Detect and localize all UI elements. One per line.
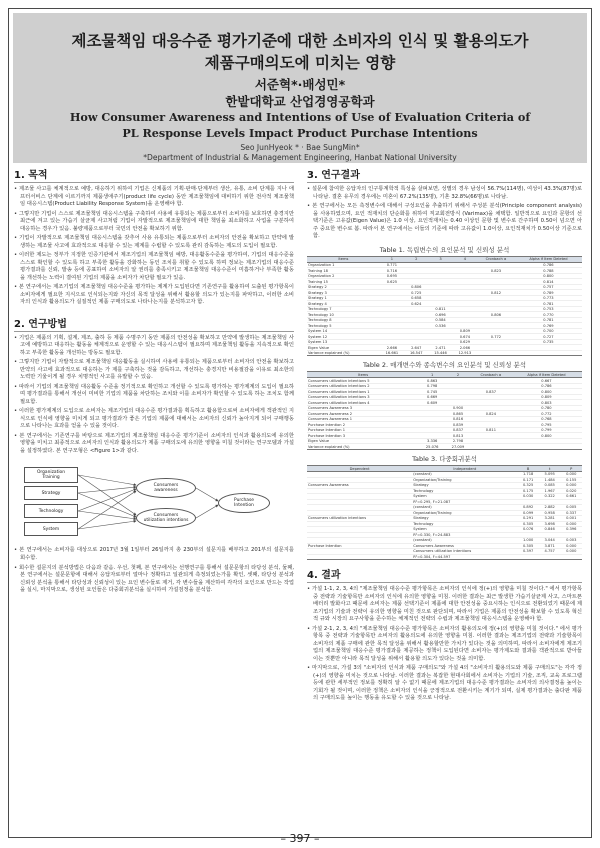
table-header-cell: Alpha if Item Deleted [511,372,582,378]
table-header-cell: Alpha if Item Deleted [515,256,582,262]
table-cell: Technology 10 [307,312,380,318]
table-cell: 0.661 [560,494,582,500]
table-cell: Technology 7 [307,306,380,312]
purpose-bullet: • 제조물 사고를 체계적으로 예방, 대응하기 위하여 기업은 신제품의 기획·판매·단계부터 생산, 유통, 소비 단계를 지나 애프터서비스 단계에 이르기까지 제품생애주기(product life cycle) 동안 제조물책임에 대비하기 위한 전사적 제조물책임 대응시스템(Product Liability Response System)을 운영해야 함. [20,186,294,209]
table-cell: 2.066 [453,345,477,351]
table-cell: 0.753 [515,306,582,312]
figure-box-technology [24,504,78,518]
table-cell: Consumers utilization intentions 3 [307,394,419,400]
table-cell: 0.536 [428,323,452,329]
table-cell: 0.291 [517,516,539,522]
table-cell: 0.772 [511,411,582,417]
table-cell: 0.813 [445,433,471,439]
table-cell: 0.000 [560,483,582,489]
table-cell: 0.155 [560,477,582,483]
table-cell: 0.806 [404,284,428,290]
title-en-line1: How Consumer Awareness and Intentions of Use of Evaluation Criteria of [69,110,531,124]
table-cell: Purchase Intention 3 [307,433,419,439]
purpose-bullet: • 이러한 제도는 정부가 지정한 인증기관에서 제조기업의 제조물책임 예방, 대응활동수준을 평가하여, 기업의 대응수준을 스스로 확인할 수 있도록 하고 부족한 활동을 강화하는 동인 조치를 취할 수 있도록 하며 정보는 제조기업의 대응수준 평가결과를 신뢰, 발송 등에 공표하여 소비자의 알 권리를 충족시키고 제조물책임 대응수준이 미흡하거나 부족한 활동을 개선하는 노력이 결여된 기업의 제품을 소비자가 차단할 필요가 있음. [20,252,294,282]
table-cell: 0.305 [517,543,539,549]
table-cell: 3.044 [539,538,561,544]
table-cell: 0.005 [560,505,582,511]
table-cell: Consumers Awareness 2 [307,411,419,417]
table-cell: 0.812 [477,290,515,296]
table-cell: 0.781 [515,317,582,323]
table-cell: Consumers Awareness [307,483,412,489]
affiliation-en: *Department of Industrial & Management Engineering, Hanbat National University [143,153,457,162]
table-cell: 0.839 [445,422,471,428]
table-cell: 0.669 [419,394,445,400]
table-cell: Strategy [412,483,517,489]
table-cell: R²=0.330, F=24.883 [412,532,517,538]
table-cell [307,554,412,560]
table-cell: 0.757 [515,284,582,290]
table-cell: 0.958 [539,510,561,516]
table-cell: 3.336 [419,438,445,444]
table-cell: 0.020 [560,488,582,494]
table-header-cell: Items [307,256,380,262]
table-cell: 25.076 [419,444,445,450]
table-cell: Strategy 3 [307,290,380,296]
table-cell: 4.757 [539,549,561,555]
table-header-cell: Cronbach α [477,256,515,262]
table-cell: 0.768 [511,416,582,422]
figure-box-strategy [24,486,78,500]
table-cell: Consumers utilization intentions 1 [307,389,419,395]
table-cell: 0.076 [517,527,539,533]
title-band [13,13,587,163]
method-bullet: • 본 연구에서는 기존연구를 바탕으로 제조기업의 제조물책임 대응수준 평가기준이 소비자의 인식과 활용의도에 유의한 영향을 미치고 최종적으로 소비자의 인식과 활용의도가 제품 구매의도에 유의한 영향을 미칠 것이라는 연구모델과 가설을 설정하였다. 본 연구모형은 <Figure 1>과 같다. [20,433,294,456]
table-cell: Consumers Awareness 1 [307,416,419,422]
table-cell: 0.322 [539,494,561,500]
table-cell: 0.806 [477,312,515,318]
table-cell: (constant) [412,472,517,478]
table-cell: Organization/Training [412,477,517,483]
table-cell: 2.666 [380,345,404,351]
table-cell: 0.695 [380,273,404,279]
table-cell: Training 18 [307,268,380,274]
title-ko-line2: 제품구매의도에 미치는 영향 [204,54,396,72]
table-cell: 0.814 [515,279,582,285]
table-header-cell: Dependent [307,465,412,471]
table-cell: 0.716 [380,268,404,274]
table-cell [515,350,582,356]
table-cell: 0.863 [419,378,445,384]
table-cell: 0.803 [511,400,582,406]
table-cell: 0.816 [445,416,471,422]
table-cell: 0.397 [517,549,539,555]
table-cell: 0.789 [515,290,582,296]
table-cell: 0.000 [560,543,582,549]
table-cell: 0.609 [419,400,445,406]
table-cell: Technology 5 [307,323,380,329]
table-cell: R²=0.304, F=44.597 [412,554,517,560]
results-bullet: • 가설 2-1, 2, 3, 4의 "제조물책임 대응수준 평가항목은 소비자의 활용의도에 정(+)의 영향을 미칠 것이다." 에서 평가항목 중 전략과 기술항목만 소비자의 활용의도에 유의한 영향을 미침. 이러한 결과는 제조기업의 전략과 기술항목이 소비자의 제품 구매에 관한 목적 달성을 위해서 활용할만한 가치가 있다는 것을 의미하며, 따라서 소비자에게 제조기업의 제조물책임 대응수준 평가결과를 제공하는 정책이 도입된다면 소비자는 평가제도와 결과를 객관적으로 받아들이는 것뿐만 아니라 목적 달성을 위해서 활용할 의도가 있다는 것을 의미함. [313,626,582,664]
table-cell: Technology 8 [307,317,380,323]
table-cell: System 12 [307,334,380,340]
table-cell: 0.171 [517,477,539,483]
table-cell: Strategy 2 [307,284,380,290]
table-cell: 0.674 [453,334,477,340]
table-cell: 0.658 [404,295,428,301]
table-cell: Training 15 [307,279,380,285]
table-cell: 0.629 [453,339,477,345]
figure-label-system: System [42,526,60,532]
section-title-results: 4. 결과 [307,566,582,583]
table-cell: Eigen Value [307,345,380,351]
table-regression [307,465,582,560]
purpose-bullet: • 그렇지만 기업이 스스로 제조물책임 대응시스템을 구축하여 사용에 유통되는 제품으로부터 소비자를 보호하면 충경지만 최근에 겨고 있는 가습기 살균제 사고처럼 기업이 자발적으로 제조물책임에 대한 책임을 최소화하고 사업을 구분하여 대응하는 경우가 있음. 불량제품으로부터 국민의 안전을 확보하기 위함. [20,211,294,234]
figure-label-utilization: Consumers utilization intentions [143,513,189,524]
authors-en: Seo JunHyeok * · Bae SungMin* [240,143,360,152]
table-cell: Consumers utilization intentions [412,549,517,555]
table-cell: 0.770 [515,312,582,318]
table-cell: Consumers Awareness [412,543,517,549]
table3-caption: Table 3. 다중회귀분석 [412,454,477,463]
table-cell: R²=0.295, F=21.087 [412,499,517,505]
table-header-cell: 2 [445,372,471,378]
table-cell: Strategy 1 [307,295,380,301]
table-cell: 0.667 [511,378,582,384]
table-cell: 0.837 [471,389,511,395]
results-bullet: • 마지막으로, 가설 3의 "소비자의 인식과 제품 구매의도"와 가설 4의 "소비자의 활용의도와 제품 구매의도"는 각각 정(+)의 영향을 미치는 것으로 나타남. 이러한 결과는 복잡한 현대사회에서 소비자는 기업의 기술, 조직, 교육 프로그램 등에 관한 세부적인 정보를 정확히 알 수 없기 때문에 제조기업의 대응수준 평가결과는 소비자의 의사결정을 높이는 기회가 될 것이며, 이러한 정책은 소비자의 인식을 긍정적으로 전환시키는 계기가 되며, 실제 평가결과는 출다판 제품의 구매의도를 높이는 행동을 유도할 수 있을 것으로 나타남. [313,665,582,703]
table-cell: 0.337 [560,510,582,516]
table-header-cell: B [517,465,539,471]
table-cell: 2.882 [539,505,561,511]
table-cell: 0.085 [539,483,561,489]
table-cell: 0.795 [511,422,582,428]
table-cell: 0.788 [515,268,582,274]
table-cell: 0.786 [515,262,582,268]
table-cell: Eigen Value [307,438,419,444]
section-title-purpose: 1. 목적 [14,166,294,183]
figure-label-organization: Organization Training [36,470,66,481]
table-cell: 0.305 [517,521,539,527]
table-cell: 0.811 [428,306,452,312]
table-cell: Consumers Awareness 3 [307,405,419,411]
table-header-cell: 1 [419,372,445,378]
table-cell: (constant) [412,538,517,544]
table-header-cell: 1 [380,256,404,262]
table-cell: 0.892 [517,505,539,511]
results-design-bullet: • 본 연구에서는 모든 측정변수에 대해서 구성요인을 추출하기 위해서 주성분 분석(Principle component analysis)을 사용하였으며, 요인 적재치의 단순화를 위하여 직교회전방식 (Varimax)을 채택함. 일반적으로 요인과 문항의 선택기준은 고유값(Eigen Value)은 1.0 이상, 요인적재치는 0.40 이상인 문항 및 변수로 간주하며 0.50이 넘으면 아주 중요한 변수로 봄. 따라서 본 연구에서는 이들의 기준에 따라 고유값이 1.0이상, 요인적재치가 0.50이상 기준으로 함. [313,203,582,241]
table-cell [477,350,515,356]
method-bullets-after [14,547,294,594]
table-cell [539,554,561,560]
table-cell: 1.000 [517,538,539,544]
table-row [307,350,582,356]
section-title-method: 2. 연구방법 [14,315,294,332]
results-design-bullet: • 설문에 참여한 응답자의 인구통계학적 특성을 살펴보면, 성별의 경우 남성이 56.7%(114명), 여성이 43.3%(87명)로 나타남. 결혼 유무의 경우에는 미혼이 67.2%(135명), 기혼 32.8%(66명)로 나타남. [313,186,582,201]
table-header-cell: P [560,465,582,471]
table-cell: 0.727 [515,334,582,340]
table-cell: 0.809 [453,328,477,334]
table-cell: 0.798 [419,383,445,389]
table-cell: 0.735 [515,339,582,345]
table-cell: 0.900 [445,405,471,411]
table2-caption: Table 2. 매개변수와 종속변수의 요인분석 및 신뢰성 분석 [362,361,527,370]
table-cell: 0.799 [511,427,582,433]
table-cell: 0.325 [517,483,539,489]
table-cell: 0.725 [404,290,428,296]
table-cell: 0.809 [511,394,582,400]
table-row [307,554,582,560]
table-cell: 0.780 [511,405,582,411]
table-cell: 0.099 [517,510,539,516]
table-cell: 16.661 [380,350,404,356]
table-row [307,444,582,450]
table-cell: 12.913 [453,350,477,356]
table-cell: System 14 [307,328,380,334]
table-header-cell: 3 [428,256,452,262]
table-cell: Purchase Intention [307,543,412,549]
figure-box-system [24,522,78,536]
table-cell: 0.811 [471,427,511,433]
table-cell: 16.547 [404,350,428,356]
table-factor-analysis-independent [307,256,582,357]
table-cell: 0.000 [560,549,582,555]
table-cell: 0.030 [517,494,539,500]
table-cell: 1.718 [517,472,539,478]
table-cell: System [412,527,517,533]
table-cell: 0.837 [445,427,471,433]
table-cell: 2.798 [445,438,471,444]
right-column [307,166,582,705]
research-model-figure [18,463,288,541]
table-cell: 0.003 [560,538,582,544]
table-cell: 0.769 [515,323,582,329]
table-cell: 27.009 [445,444,471,450]
table-cell: 0.772 [477,334,515,340]
table-cell: 0.824 [471,411,511,417]
table-cell [560,554,582,560]
table1-caption: Table 1. 독립변수의 요인분석 및 신뢰성 분석 [379,245,510,254]
purpose-bullet: • 기업이 자발적으로 제조물책임 대응시스템을 갖추어 사용 유통되는 제품으로부터 소비자의 안전을 확보하고 만약에 발생하는 제조물 사고에 효과적으로 대응할 수 있는 제계를 수립할 수 있도록 관리 감독하는 제도의 도입이 필요함. [20,235,294,250]
table-header-cell: Independent [412,465,517,471]
figure-box-organization [24,467,78,483]
table-cell: Consumers utilization intentions [307,516,412,522]
table-cell: 2.647 [404,345,428,351]
table-cell: (constant) [412,505,517,511]
table-cell: 0.584 [428,317,452,323]
table-factor-analysis-mediator [307,371,582,450]
table-cell: Purchase Intention 1 [307,427,419,433]
table-cell: 0.000 [560,472,582,478]
table-cell: Organization 1 [307,262,380,268]
table-cell: 0.700 [515,328,582,334]
table-cell: 0.786 [511,383,582,389]
table-cell: Consumers utilization intentions 4 [307,400,419,406]
table-cell: Strategy [412,516,517,522]
authors-ko: 서준혁*·배성민* [254,77,346,92]
table-cell: Consumers utilization intentions 2 [307,383,419,389]
figure-label-awareness: Consumers awareness [153,483,179,494]
section-title-results-design: 3. 연구결과 [307,166,582,183]
table-cell: 0.624 [404,301,428,307]
table-cell: 3.698 [539,521,561,527]
method-bullet: • 따라서 기업의 제조물책임 대응활동 수준을 정기적으로 확인하고 개선할 수 있도록 평가하는 평가제계의 도입이 필요하며 평가결과를 통해서 개선이 미비한 기업의 제품을 차단하는 조치와 이를 소비자가 확인할 수 있도록 하는 조치도 함께 필요함. [20,384,294,407]
method-bullet: • 본 연구에서는 소비자를 대상으로 2017년 3월 1일부터 26일까지 총 230부의 설문지를 배부하고 201부의 설문지를 회수함. [20,547,294,562]
table-cell: 0.000 [560,521,582,527]
table-header-cell: 2 [404,256,428,262]
table-cell: Technology [412,488,517,494]
table-cell: Consumers utilization intentions 5 [307,378,419,384]
table-cell: System 13 [307,339,380,345]
title-ko-line1: 제조물책임 대응수준 평가기준에 대한 소비자의 인식 및 활용의도가 [71,32,529,50]
results-bullet: • 가설 1-1, 2, 3, 4의 "제조물책임 대응수준 평가항목은 소비자의 인식에 정(+)의 영향을 미칠 것이다." 에서 평가항목 중 전략과 기술항목만 소비자의 인식에 유의한 영향을 미침. 이러한 결과는 최근 발생한 가습기살균제 사고, 스마트폰 배터리 발화사고 때문에 소비자는 제품 선택기준이 제품에 대한 안전성을 중요시하는 인식으로 전환되었기 때문에 제조기업의 기술과 전략이 유의한 영향을 미친 것으로 판단되며, 따라서 기업은 제품의 안전성을 확보할 수 있도록 혁신적 규와 시장의 요구사항을 준수하는 체계적인 전략의 수립과 제조물책임 대응시스템을 운영해야 함. [313,586,582,624]
method-bullet: • 기업은 제품의 기획, 설계, 제조, 출하 등 제품 수명주기 동안 제품의 안전성을 확보하고 만약에 발생하는 제조물책임 사고에 예방하고 대응하는 활동을 체계적으로 운영할 수 있는 대응시스템이 필요하며 제조물책임 활동을 지속적으로 확인하고 부족한 활동을 개선하는 방동도 필요함. [20,335,294,358]
table-cell: 15.446 [428,350,452,356]
table-cell: 0.175 [517,488,539,494]
method-bullets [14,335,294,456]
table-cell: 1.967 [539,488,561,494]
purpose-bullets [14,186,294,307]
table-cell: 2.471 [428,345,452,351]
purpose-bullet: • 본 연구에서는 제조기업의 제조물책임 대응수준을 평가하는 제계가 도입된다면 기존연구를 활용하여 도출된 평가항목이 소비자에게 필요한 지식으로 인식되는지와 자신의 목적 달성을 위해서 활용할 의도가 있는지를 파악하고, 이러한 소비자의 인식과 활용의도가 실질적인 제품 구매의도로 나타나는지를 분석하고자 함. [20,284,294,307]
left-column [14,166,294,597]
table-cell: 0.800 [515,273,582,279]
figure-label-strategy: Strategy [41,490,61,496]
table-cell: Organization 2 [307,273,380,279]
table-cell: 1.484 [539,477,561,483]
table-cell [471,444,511,450]
table-cell: 0.800 [511,433,582,439]
affiliation-ko: 한밭대학교 산업경영공학과 [225,94,375,109]
title-en-line2: PL Response Levels Impact Product Purchase Intentions [122,126,478,140]
table-cell: 3.871 [539,543,561,549]
page-number: – 397 – [280,832,320,845]
table-cell: Organization/Training [412,510,517,516]
table-header-cell: t [539,465,561,471]
table-header-cell: Items [307,372,419,378]
table-header-cell: 4 [453,256,477,262]
table-cell: Strategy 4 [307,301,380,307]
table-cell: 0.625 [380,279,404,285]
table-cell: 0.773 [515,295,582,301]
table-cell: 0.823 [477,268,515,274]
method-bullet: • 회수한 설문지의 분석방법은 다음과 같음. 우선, 첫째, 본 연구에서는 선행연구를 통해서 설문문항의 타당성 분석, 둘째, 본 연구에서는 설문문항에 대해서 응답자로부터 얼마나 정확하고 일관되게 측정되었는가를 확인, 셋째, 타당성 분석과 신뢰성 분석을 통해서 타당성과 신뢰성이 있는 요인 변수들로 제거, 각 변수들을 계산하여 각각의 요인으로 만드는 작업을 실시, 마지막으로, 생성된 요인들은 다중회귀분석을 실시하여 가설검정을 분석함. [20,565,294,595]
figure-label-purchase: Purchase Intention [234,498,254,509]
table-cell: Variance explained (%) [307,350,380,356]
table-cell: 0.800 [511,389,582,395]
table-cell [511,444,582,450]
table-cell: 0.001 [560,516,582,522]
table-cell: 0.771 [380,262,404,268]
table-cell: 0.781 [515,301,582,307]
table-cell: System [412,494,517,500]
table-cell: 3.281 [539,516,561,522]
table-cell: Variance explained (%) [307,444,419,450]
table-cell: 5.095 [539,472,561,478]
method-bullet: • 이러한 평가제계의 도입으로 소비자는 제조기업의 대응수준 평가결과를 획득하고 활용함으로써 소비자에게 객관적인 지식으로 인식에 영향을 미치게 되고 평가결과가 좋은 기업의 제품에 대해서는 소비자의 신뢰가 높아지게 되어 구매행동으로 나타나는 효과를 얻을 수 있을 것이다. [20,408,294,431]
table-cell: Technology [412,521,517,527]
table-cell: Purchase Intention 2 [307,422,419,428]
table-cell: 0.865 [445,411,471,417]
table-cell: 0.745 [419,389,445,395]
table-cell [517,554,539,560]
table-header-cell: Cronbach α [471,372,511,378]
table-cell: 0.696 [428,312,452,318]
table-cell: 0.396 [560,527,582,533]
table-cell: 0.846 [539,527,561,533]
figure-label-technology: Technology [38,508,64,514]
method-bullet: • 그렇지만 기업이 자발적으로 제조물책임 대응활동을 실시하여 사용에 유통되는 제품으로부터 소비자의 안전을 확보하고 만약의 사고에 효과적으로 대응하는 가 제를 구축하는 것을 감독하고, 개선하는 충경지만 비용절감을 이유로 최소한의 노력만 기울이게 될 경우 치명적인 사고를 유발할 수 있음. [20,359,294,382]
